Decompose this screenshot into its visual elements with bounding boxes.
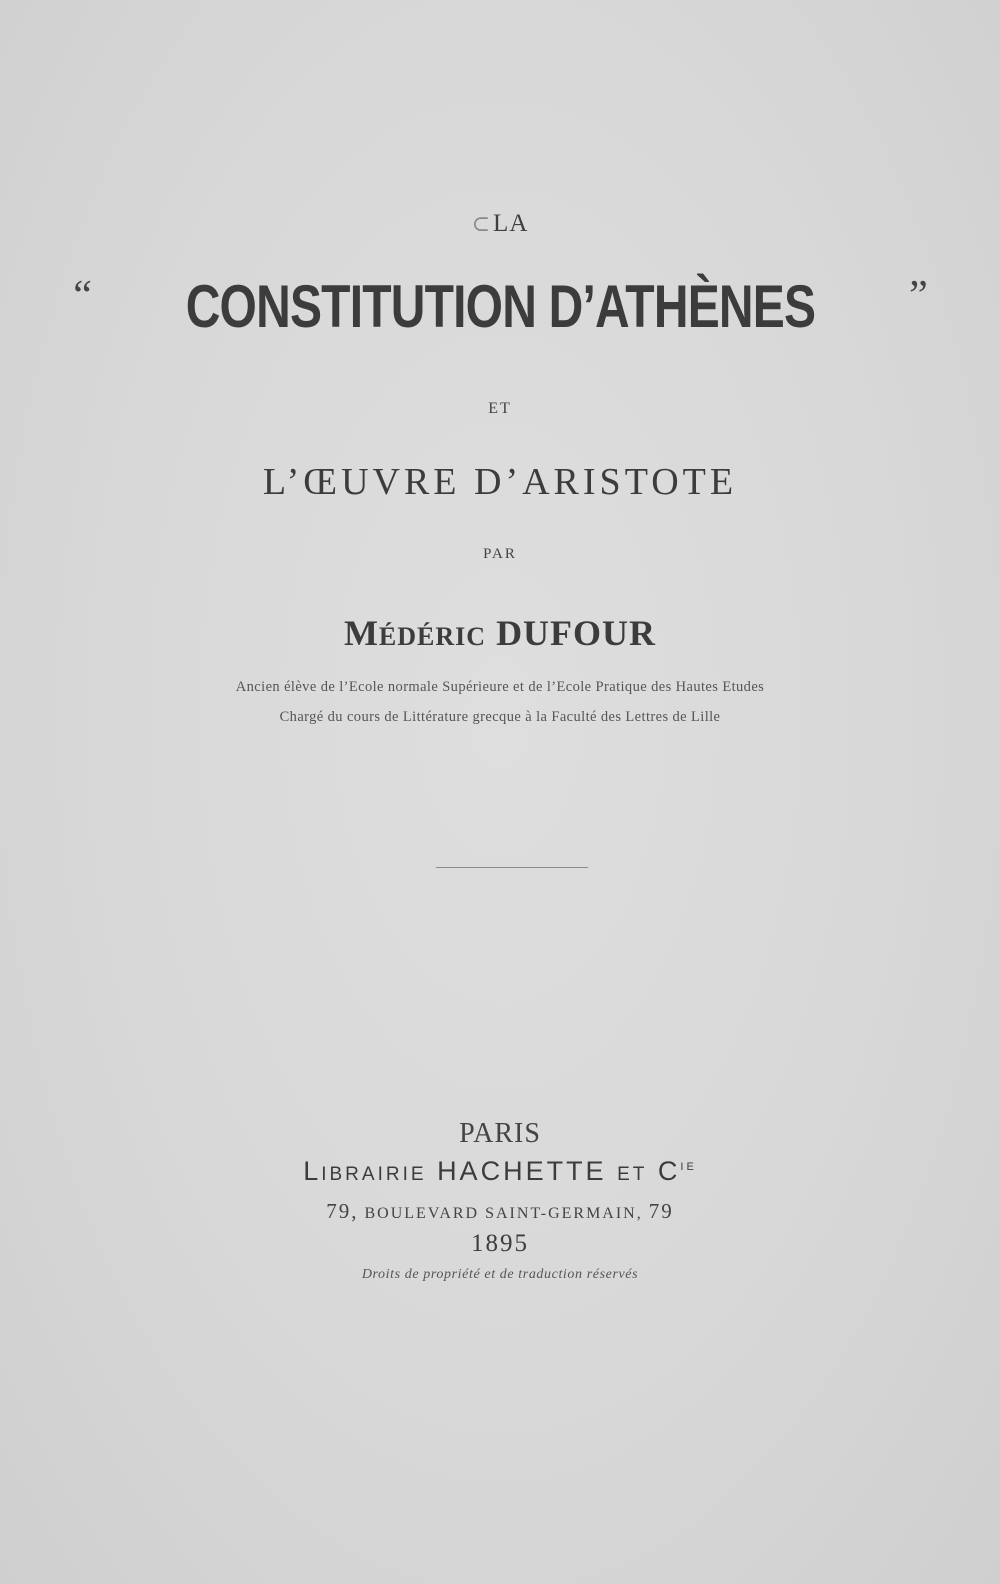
- imprint-city: PARIS: [459, 1118, 541, 1149]
- divider-rule: [436, 867, 588, 868]
- author-last-name: DUFOUR: [496, 613, 657, 653]
- publisher-hachette: HACHETTE: [437, 1156, 607, 1186]
- publisher-ie: IE: [680, 1161, 697, 1173]
- publisher-c: C: [657, 1156, 681, 1186]
- address-number-2: 79: [648, 1199, 674, 1223]
- publisher-l: L: [303, 1156, 322, 1186]
- main-title-text: CONSTITUTION D’ATHÈNES: [185, 273, 815, 340]
- address-street: BOULEVARD SAINT-GERMAIN,: [364, 1205, 643, 1222]
- subtitle: L’ŒUVRE D’ARISTOTE: [262, 461, 738, 503]
- publication-year: 1895: [471, 1230, 529, 1257]
- byline-par: PAR: [483, 546, 517, 562]
- pencil-mark: ⊂: [471, 211, 492, 236]
- publisher-address: [0, 1199, 1000, 1224]
- close-quote: ”: [909, 273, 927, 319]
- main-title: [0, 272, 1000, 341]
- conjunction-et: ET: [488, 400, 512, 417]
- open-quote: “: [73, 273, 91, 319]
- rights-notice: Droits de propriété et de traduction réservés: [361, 1267, 639, 1282]
- publisher-et: ET: [617, 1164, 648, 1185]
- author-credential-2: Chargé du cours de Littérature grecque à la Faculté des Lettres de Lille: [279, 709, 721, 725]
- author-first-rest: ÉDÉRIC: [378, 622, 487, 651]
- author-name: [0, 612, 1000, 654]
- publisher-name: [0, 1156, 1000, 1187]
- author-first-initial: M: [343, 613, 379, 653]
- author-credential-1: Ancien élève de l’Ecole normale Supérieure et de l’Ecole Pratique des Hautes Etudes: [235, 679, 765, 695]
- publisher-ibrairie: IBRAIRIE: [321, 1164, 427, 1185]
- title-article-text: LA: [493, 210, 529, 237]
- address-number-1: 79,: [326, 1199, 359, 1223]
- title-article: [0, 210, 1000, 238]
